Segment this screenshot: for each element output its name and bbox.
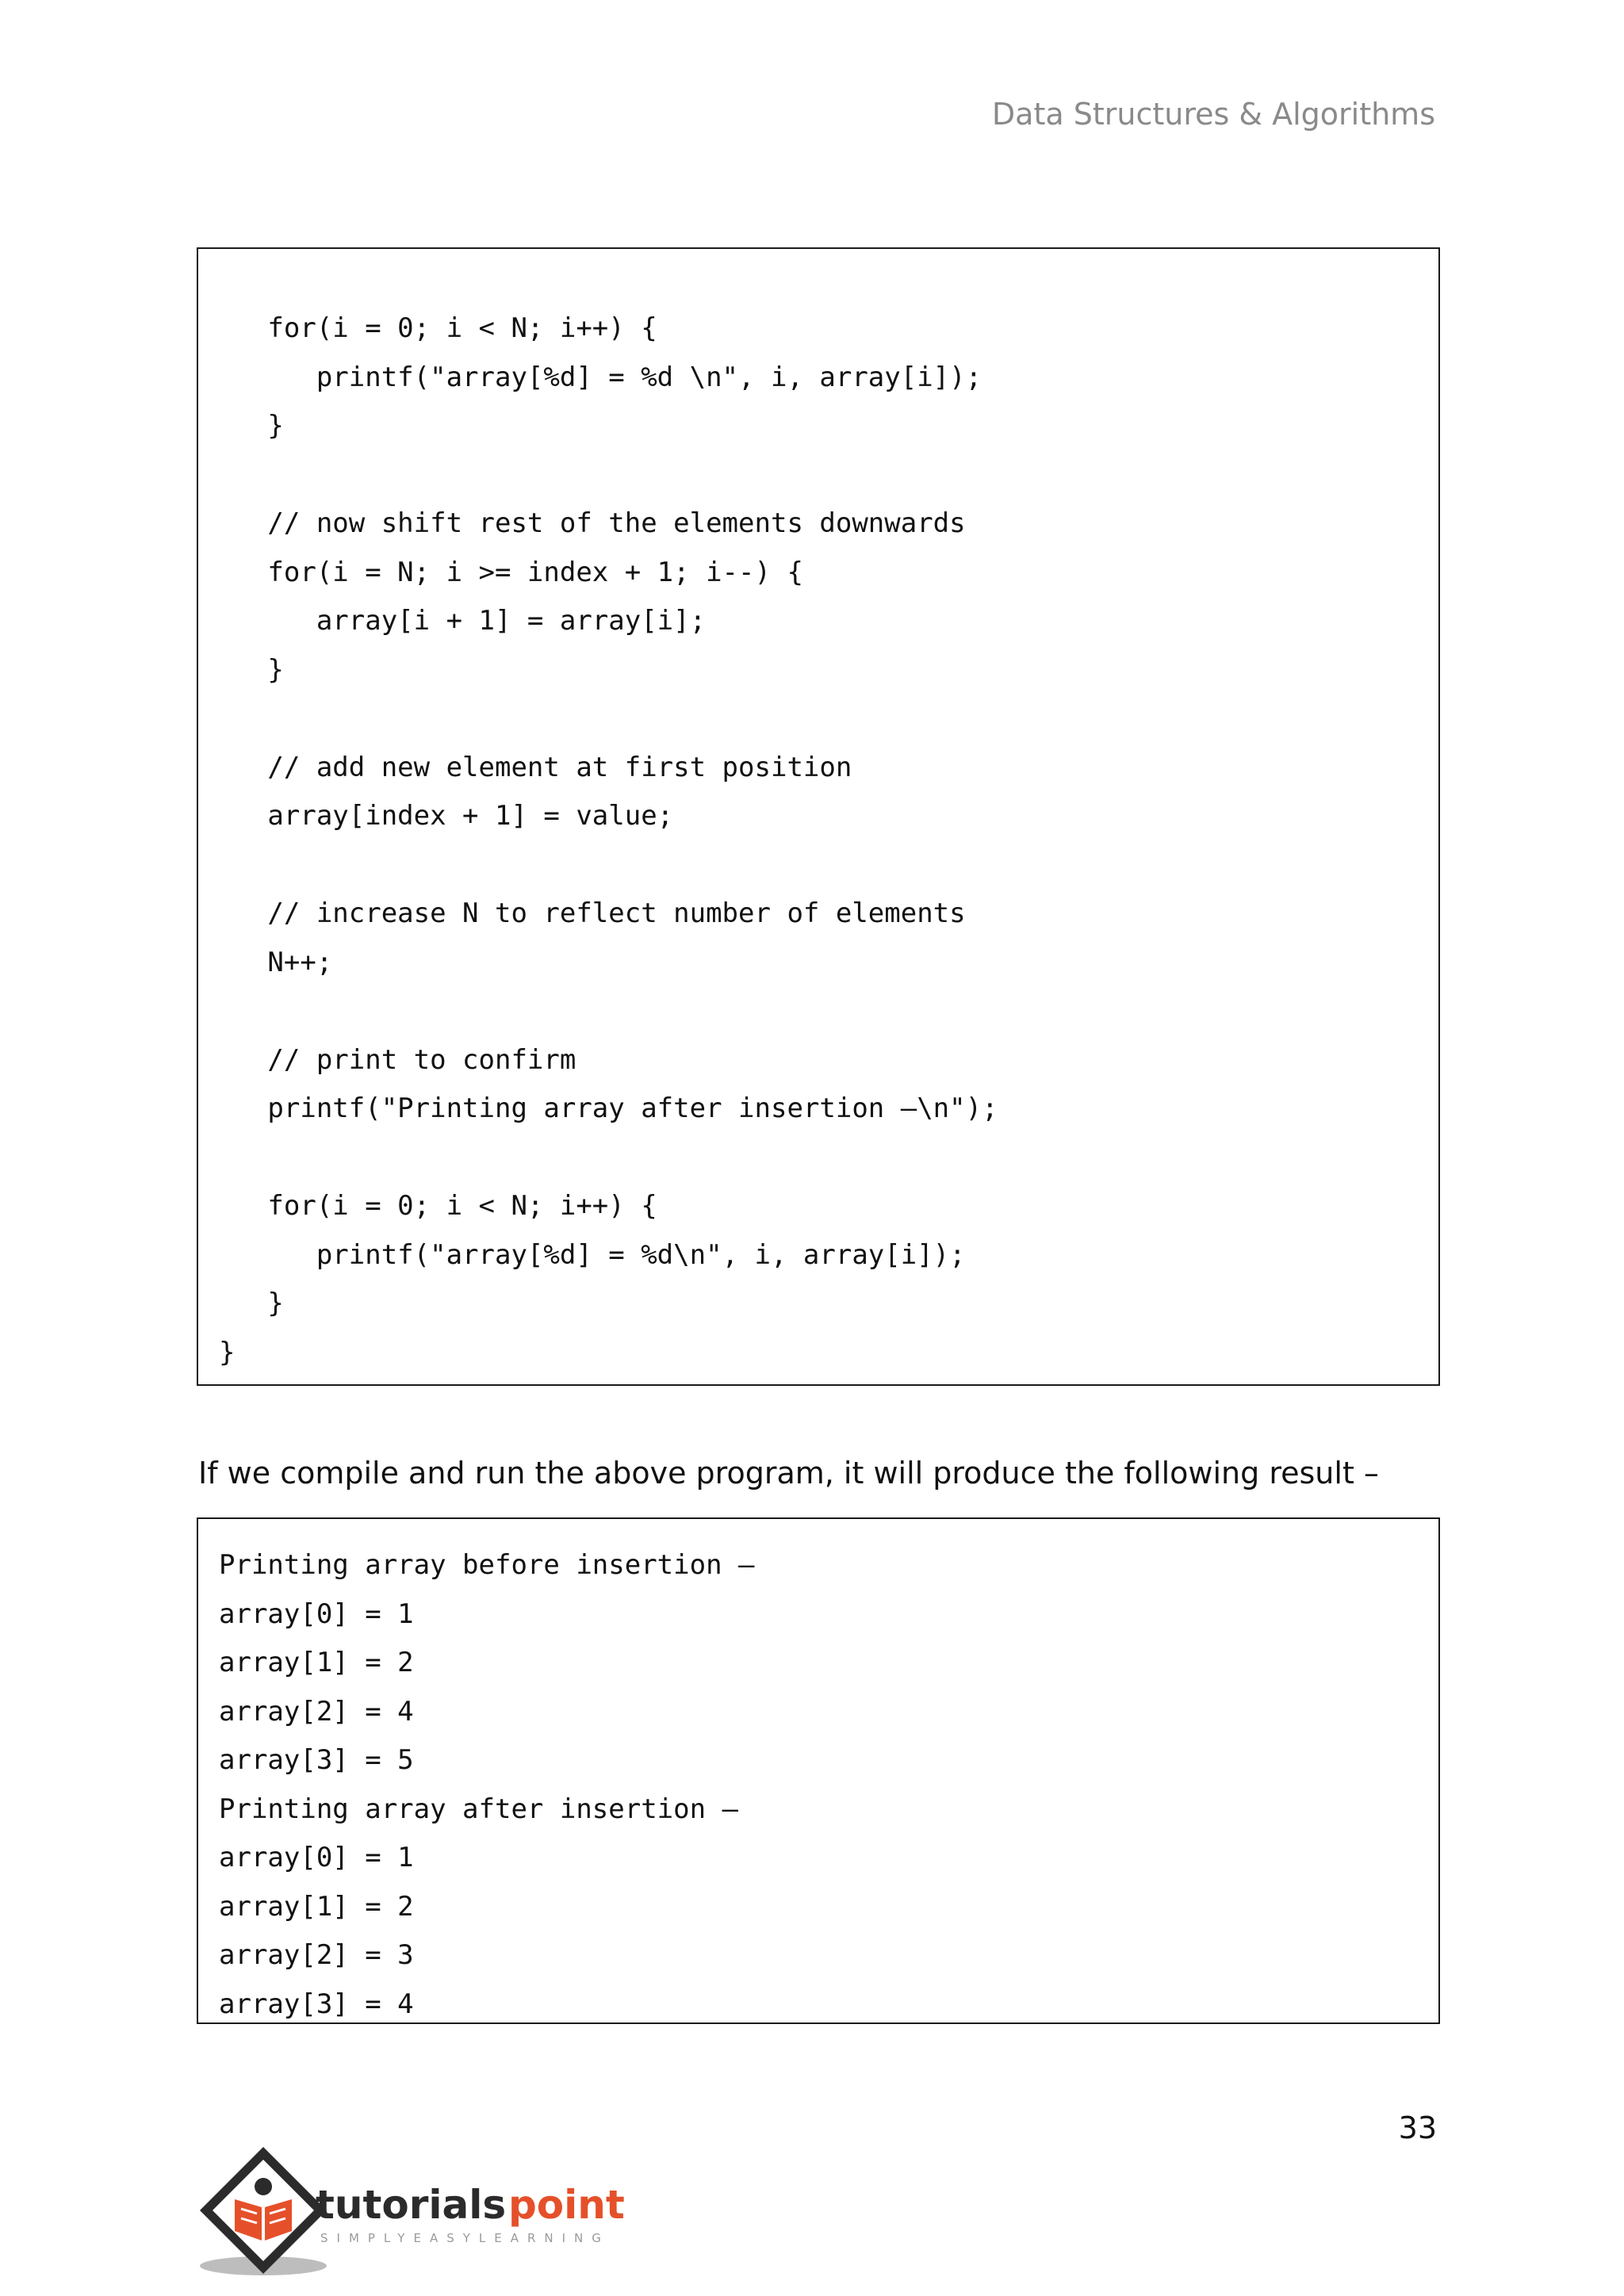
code-line: // increase N to reflect number of elements	[219, 897, 966, 929]
code-line: array[0] = 1	[219, 1598, 414, 1630]
code-line	[198, 1134, 1438, 1183]
code-line: array[2] = 4	[219, 1695, 414, 1728]
code-line: for(i = 0; i < N; i++) {	[219, 1190, 657, 1222]
code-line: for(i = N; i >= index + 1; i--) {	[219, 556, 803, 588]
code-line	[198, 451, 1438, 500]
logo-brand-left: tutorials	[316, 2182, 507, 2228]
code-line: N++;	[219, 946, 333, 978]
code-line: // add new element at first position	[219, 751, 852, 783]
code-line: array[2] = 3	[219, 1939, 414, 1971]
result-intro-paragraph: If we compile and run the above program, it will produce the following result –	[198, 1456, 1379, 1490]
code-line: }	[219, 1336, 236, 1368]
code-line: printf("array[%d] = %d\n", i, array[i]);	[219, 1238, 966, 1271]
code-line: printf("array[%d] = %d \n", i, array[i]);	[219, 361, 982, 393]
code-line: // print to confirm	[219, 1043, 576, 1076]
code-line: }	[219, 653, 284, 686]
code-line	[198, 987, 1438, 1036]
code-line: printf("Printing array after insertion –\n");	[219, 1093, 998, 1124]
logo-tagline: SIMPLYEASYLEARNING	[320, 2231, 610, 2245]
tutorialspoint-logo	[195, 2141, 639, 2275]
code-line: array[1] = 2	[219, 1890, 414, 1923]
code-line: }	[219, 410, 284, 442]
code-line: Printing array after insertion –	[219, 1793, 739, 1825]
page-number: 33	[1398, 2110, 1437, 2145]
code-line	[198, 841, 1438, 890]
code-line: array[i + 1] = array[i];	[219, 605, 707, 637]
code-line: }	[219, 1288, 284, 1319]
logo-diamond-inner	[213, 2160, 314, 2261]
code-line: array[1] = 2	[219, 1647, 414, 1678]
code-block-source	[197, 247, 1440, 1386]
code-line: Printing array before insertion –	[219, 1549, 755, 1581]
code-line: array[3] = 4	[219, 1988, 414, 2020]
code-line: for(i = 0; i < N; i++) {	[219, 312, 657, 344]
code-block-output	[197, 1517, 1440, 2024]
code-line: array[3] = 5	[219, 1744, 414, 1776]
code-line: // now shift rest of the elements downwards	[219, 507, 966, 539]
code-line: array[index + 1] = value;	[219, 800, 674, 832]
code-line	[198, 695, 1438, 744]
code-line: array[0] = 1	[219, 1842, 414, 1873]
logo-figure-head	[255, 2178, 272, 2195]
page-header-title: Data Structures & Algorithms	[991, 97, 1435, 132]
logo-brand-right: point	[508, 2182, 625, 2228]
